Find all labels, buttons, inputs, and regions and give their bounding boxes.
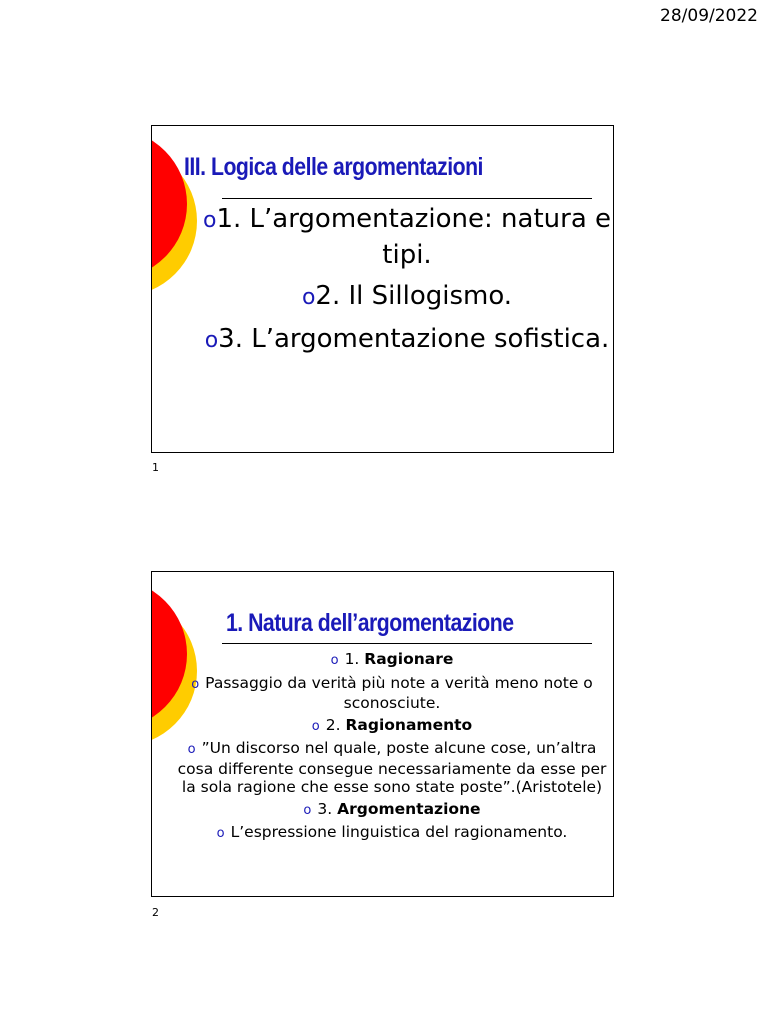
list-item-heading: Argomentazione [337, 799, 481, 818]
list-item [172, 800, 612, 821]
bullet-icon: o [330, 653, 339, 668]
list-item-heading: Ragionare [364, 650, 454, 668]
list-item [172, 739, 612, 797]
list-item [172, 650, 612, 671]
list-item-text: 1. L’argomentazione: natura e tipi. [216, 204, 612, 270]
bullet-icon: o [204, 328, 219, 353]
bullet-icon: o [311, 718, 320, 734]
title-divider [222, 198, 592, 199]
bullet-icon: o [202, 208, 217, 233]
slide-1 [151, 125, 614, 453]
slide-number: 2 [152, 906, 159, 919]
list-item-prefix: 2. [325, 715, 346, 734]
list-item [202, 202, 612, 272]
list-item-prefix: 3. [317, 799, 338, 818]
slide-title: 1. Natura dell’argomentazione [226, 609, 514, 637]
list-item-prefix: 1. [344, 650, 365, 668]
bullet-icon: o [303, 802, 312, 818]
list-item [172, 716, 612, 737]
list-item-text: Passaggio da verità più note a verità meno note o sconosciute. [205, 673, 593, 712]
slide-title: III. Logica delle argomentazioni [184, 153, 483, 181]
list-item-text: 3. L’argomentazione sofistica. [218, 324, 610, 354]
list-item [172, 674, 612, 713]
list-item-text: L’espressione linguistica del ragionamento. [230, 823, 568, 841]
list-item-heading: Ragionamento [345, 715, 473, 734]
slide-number: 1 [152, 461, 159, 474]
list-item [202, 279, 612, 315]
list-item [202, 322, 612, 358]
bullet-icon: o [191, 676, 200, 692]
bullet-list [172, 650, 612, 847]
list-item [172, 823, 612, 844]
list-item-text: ”Un discorso nel quale, poste alcune cose, un’altra cosa differente consegue necessariamente da esse per la sola ragione che esse sono state poste”.(Aristotele) [177, 739, 607, 796]
title-divider [222, 643, 592, 644]
bullet-icon: o [187, 742, 196, 757]
page-date: 28/09/2022 [660, 6, 758, 26]
bullet-icon: o [301, 285, 316, 310]
slide-2 [151, 571, 614, 897]
list-item-text: 2. Il Sillogismo. [315, 281, 513, 311]
bullet-list [202, 202, 612, 365]
bullet-icon: o [216, 826, 225, 841]
